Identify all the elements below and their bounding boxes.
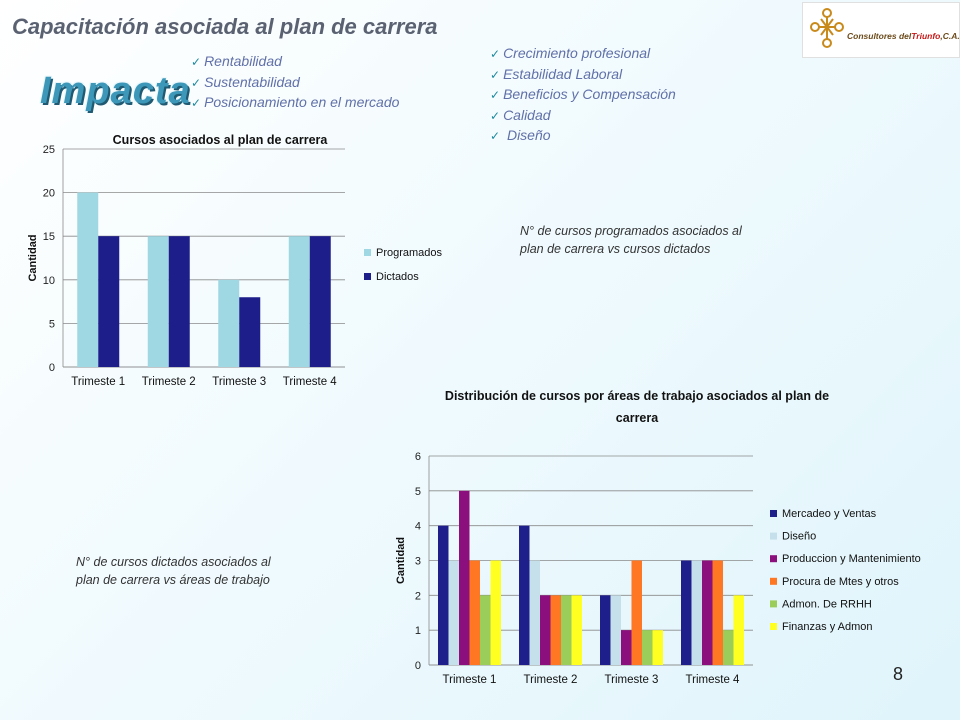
bar: [681, 561, 692, 666]
bar: [632, 561, 643, 666]
legend-label: Programados: [376, 247, 443, 259]
logo-text-c: ,C.A.: [940, 31, 959, 41]
bar: [519, 526, 530, 665]
y-tick-label: 20: [42, 187, 55, 200]
chart1-svg: [0, 128, 478, 396]
bar: [611, 595, 622, 665]
chart-distribucion-areas: [362, 382, 960, 696]
bar: [77, 193, 98, 367]
bar: [540, 595, 551, 665]
check-icon: ✓: [490, 108, 501, 123]
check-icon: ✓: [490, 67, 501, 82]
legend-label: Dictados: [376, 271, 419, 283]
bullet-item: [490, 106, 676, 127]
y-tick-label: 25: [42, 144, 55, 156]
bullet-item: [490, 85, 676, 106]
legend-label: Admon. De RRHH: [782, 598, 872, 611]
legend-label: Procura de Mtes y otros: [782, 575, 899, 588]
y-tick-label: 15: [42, 231, 55, 244]
x-tick-label: Trimeste 3: [604, 674, 659, 686]
bar: [621, 630, 632, 665]
bar: [480, 595, 491, 665]
bar: [491, 561, 502, 666]
legend-label: Mercadeo y Ventas: [782, 508, 877, 520]
bar: [692, 561, 703, 666]
impacta-wordart: Impacta: [40, 70, 191, 112]
bar: [449, 561, 460, 666]
legend-swatch: [770, 533, 777, 540]
y-tick-label: 2: [414, 590, 421, 603]
x-tick-label: Trimeste 2: [141, 376, 196, 388]
bullet-label: Crecimiento profesional: [503, 45, 651, 61]
bar: [600, 595, 611, 665]
bar: [98, 236, 119, 367]
x-tick-label: Trimeste 3: [212, 376, 267, 388]
y-axis-label: Cantidad: [27, 234, 39, 282]
check-icon: ✓: [490, 129, 501, 143]
bullet-label: Rentabilidad: [204, 53, 282, 69]
bullet-item: [490, 126, 676, 147]
bar: [148, 236, 169, 367]
impact-list-right: [490, 44, 676, 147]
y-tick-label: 0: [48, 362, 55, 374]
bar: [169, 236, 190, 367]
legend-swatch: [364, 249, 371, 256]
chart-title: carrera: [615, 411, 659, 425]
bar: [459, 491, 470, 665]
legend-label: Diseño: [782, 530, 817, 543]
legend-swatch: [770, 600, 777, 607]
bar: [470, 561, 481, 666]
bar: [289, 236, 310, 367]
x-tick-label: Trimeste 4: [282, 376, 337, 388]
bullet-label: Estabilidad Laboral: [503, 65, 623, 82]
bar: [653, 630, 664, 665]
legend-swatch: [770, 623, 777, 630]
logo-graphic: [803, 3, 959, 57]
chart-title: Distribución de cursos por áreas de trabajo asociados al plan de: [444, 389, 830, 403]
bar: [642, 630, 653, 665]
x-tick-label: Trimeste 4: [685, 674, 740, 686]
bar: [702, 561, 713, 666]
bar: [218, 280, 239, 367]
x-tick-label: Trimeste 2: [523, 674, 578, 686]
bullet-item: [191, 93, 399, 114]
y-axis-label: Cantidad: [395, 536, 407, 585]
bullet-label: Beneficios y Compensación: [503, 86, 676, 102]
check-icon: ✓: [191, 55, 202, 69]
bullet-label: Diseño: [503, 127, 551, 143]
logo-text-b: Triunfo: [911, 31, 941, 41]
bullet-item: [490, 44, 676, 65]
legend-label: Produccion y Mantenimiento: [782, 553, 921, 566]
legend-swatch: [770, 578, 777, 585]
legend-label: Finanzas y Admon: [782, 621, 873, 633]
bar: [239, 297, 260, 367]
y-tick-label: 6: [414, 451, 421, 463]
bar: [310, 236, 331, 367]
chart2-caption: N° de cursos dictados asociados al plan de carrera vs áreas de trabajo: [76, 555, 271, 587]
legend-swatch: [364, 273, 371, 280]
page-number: 8: [893, 664, 904, 684]
bar: [713, 561, 724, 666]
x-tick-label: Trimeste 1: [71, 376, 126, 388]
bar: [551, 595, 562, 665]
check-icon: ✓: [490, 47, 501, 61]
check-icon: ✓: [191, 96, 202, 110]
chart2-svg: [362, 382, 960, 696]
y-tick-label: 4: [414, 520, 421, 533]
bullet-label: Calidad: [503, 106, 551, 123]
check-icon: ✓: [490, 88, 501, 102]
chart-title: Cursos asociados al plan de carrera: [112, 133, 328, 147]
company-logo: [802, 2, 960, 58]
slide-title: Capacitación asociada al plan de carrera: [12, 14, 438, 39]
x-tick-label: Trimeste 1: [442, 674, 497, 686]
y-tick-label: 10: [42, 274, 55, 287]
logo-text-a: Consultores del: [847, 31, 912, 41]
chart-cursos-plan-carrera: [0, 128, 478, 396]
bar: [572, 595, 583, 665]
bar: [530, 561, 541, 666]
bar: [734, 595, 745, 665]
bar: [723, 630, 734, 665]
chart1-caption: N° de cursos programados asociados al plan de carrera vs cursos dictados: [520, 224, 742, 256]
bullet-item: [191, 52, 399, 73]
y-tick-label: 5: [414, 485, 421, 498]
y-tick-label: 1: [414, 625, 421, 638]
bullet-label: Sustentabilidad: [204, 73, 300, 90]
check-icon: ✓: [191, 75, 202, 90]
y-tick-label: 3: [414, 555, 421, 568]
svg-text:Consultores delTriunfo,C.A.: [847, 31, 959, 41]
bullet-label: Posicionamiento en el mercado: [204, 94, 400, 110]
legend-swatch: [770, 510, 777, 517]
bar: [561, 595, 572, 665]
bullet-item: [490, 65, 676, 86]
legend-swatch: [770, 555, 777, 562]
bar: [438, 526, 449, 665]
y-tick-label: 5: [48, 318, 55, 331]
y-tick-label: 0: [414, 660, 421, 672]
bullet-item: [191, 73, 399, 94]
impact-list-left: [191, 52, 399, 114]
